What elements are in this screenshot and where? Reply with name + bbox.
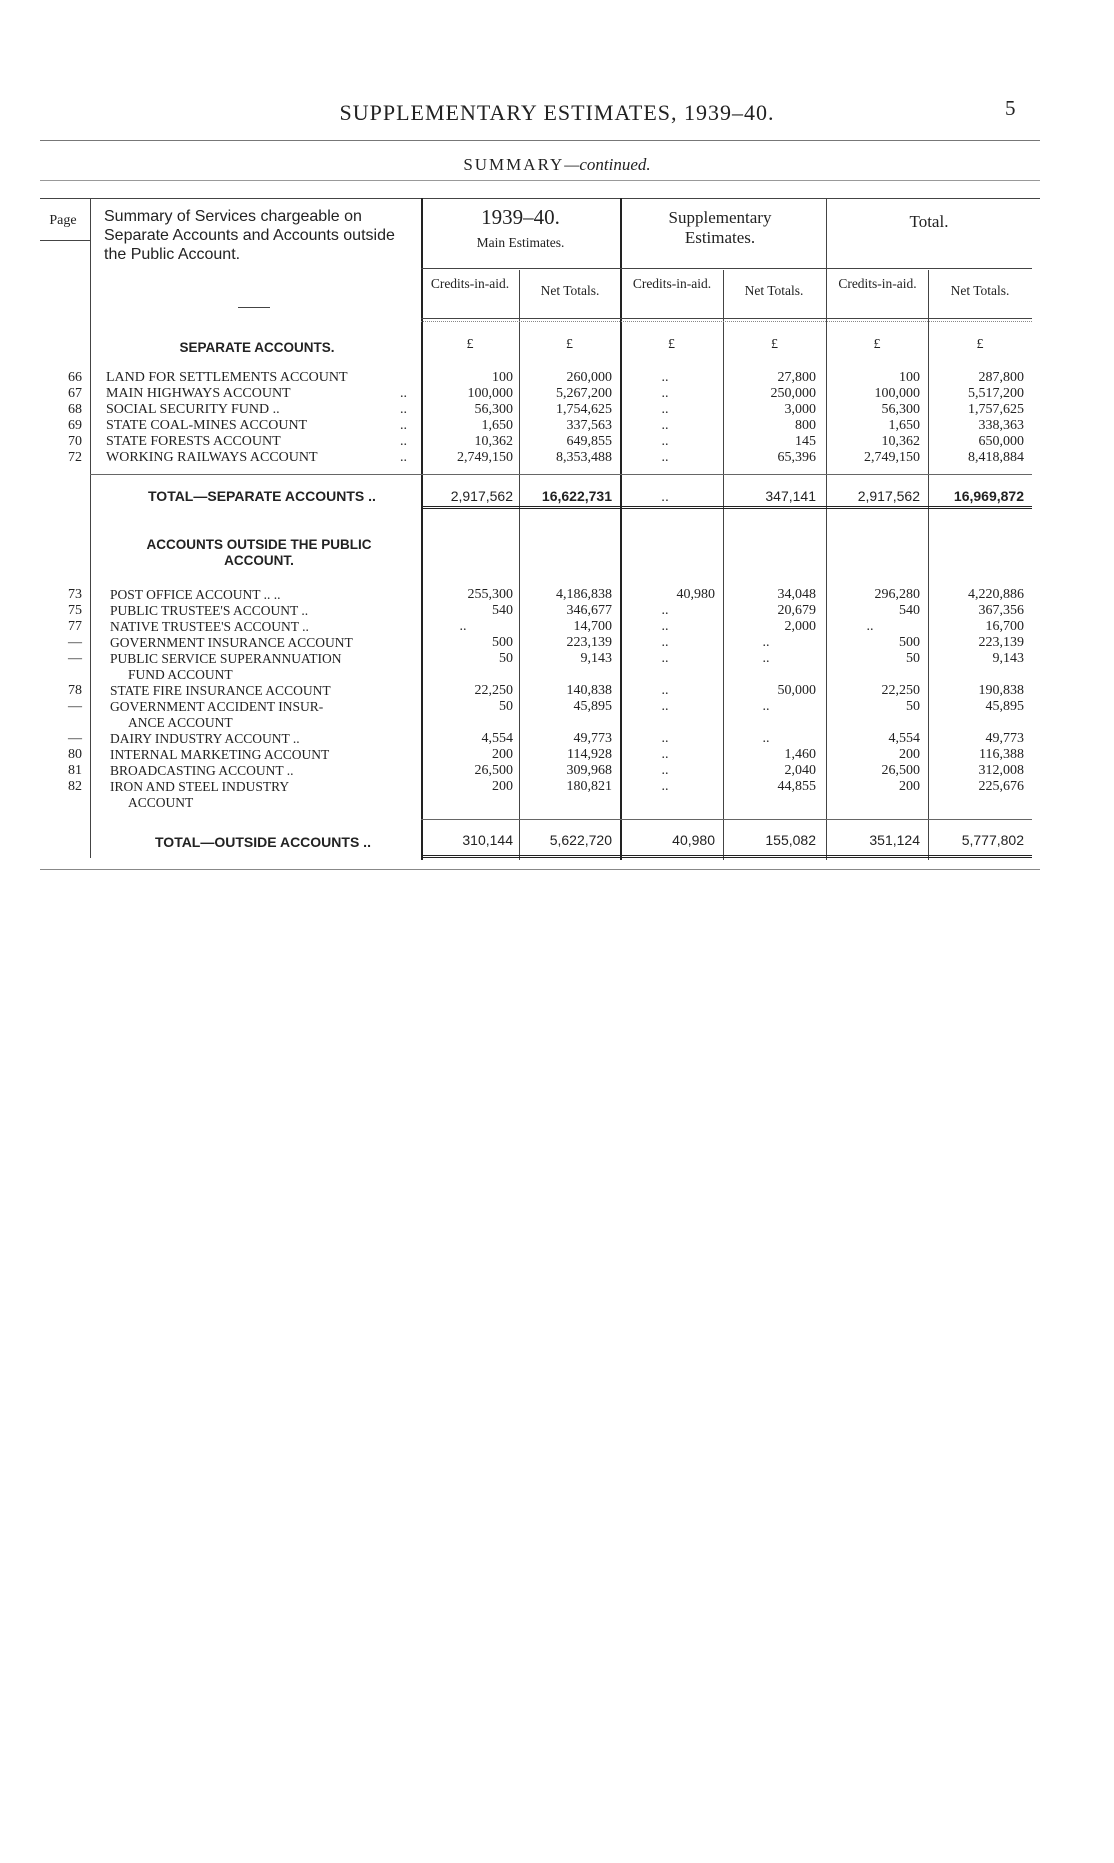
separate-row-total-credits: 1,650 — [888, 418, 920, 433]
outside-row-main-credits: 255,300 — [467, 587, 513, 602]
total-divider — [928, 270, 929, 860]
table-bottom-rule — [40, 869, 1040, 870]
outside-row-label: PUBLIC SERVICE SUPERANNUATION — [110, 651, 342, 666]
outside-row-total-credits: 200 — [899, 779, 920, 794]
running-title: SUPPLEMENTARY ESTIMATES, 1939–40. — [339, 100, 775, 125]
outside-row-supp-net: 34,048 — [777, 587, 816, 602]
outside-row-page: — — [68, 731, 82, 746]
main-est-divider — [519, 270, 520, 860]
outside-row-supp-net: 2,000 — [784, 619, 816, 634]
header-rule — [40, 140, 1040, 141]
separate-row-page: 70 — [68, 434, 82, 449]
outside-row-main-net: 45,895 — [573, 699, 612, 714]
separate-total-total-net: 16,969,872 — [953, 488, 1024, 504]
outside-total-main-credits: 310,144 — [462, 832, 513, 848]
outside-row-page: — — [68, 635, 82, 650]
page-header: Page — [49, 213, 77, 228]
supplementary-estimates-header: Supplementary Estimates. — [668, 208, 772, 247]
separate-row-supp-net: 250,000 — [770, 386, 816, 401]
outside-row-label: FUND ACCOUNT — [128, 667, 233, 682]
separate-row-total-credits: 2,749,150 — [864, 450, 920, 465]
outside-total-supp-net: 155,082 — [765, 832, 816, 848]
supp-total-divider — [826, 198, 827, 860]
outside-row-label: IRON AND STEEL INDUSTRY — [110, 779, 290, 794]
outside-row-total-credits: 26,500 — [881, 763, 920, 778]
separate-row-main-credits: 100 — [492, 370, 513, 385]
outside-total-total-credits: 351,124 — [869, 832, 920, 848]
outside-row-total-net: 223,139 — [978, 635, 1024, 650]
outside-row-label: ANCE ACCOUNT — [128, 715, 233, 730]
outside-total-bottom-rule — [421, 855, 1032, 858]
description-header: Summary of Services chargeable on Separate Accounts and Accounts outside the Public Account. — [104, 208, 395, 263]
outside-row-page: 73 — [68, 587, 82, 602]
outside-row-supp-credits: .. — [661, 683, 669, 698]
separate-row-total-net: 650,000 — [978, 434, 1024, 449]
currency-2: £ — [566, 337, 573, 352]
currency-4: £ — [771, 337, 778, 352]
separate-row-total-credits: 10,362 — [881, 434, 920, 449]
outside-row-total-credits: 50 — [906, 699, 920, 714]
outside-accounts-heading-1: ACCOUNTS OUTSIDE THE PUBLIC — [146, 537, 372, 552]
separate-row-main-credits: 56,300 — [474, 402, 513, 417]
outside-row-total-net: 4,220,886 — [968, 587, 1024, 602]
outside-row-label: GOVERNMENT INSURANCE ACCOUNT — [110, 635, 353, 650]
outside-row-supp-credits: .. — [661, 651, 669, 666]
separate-total-supp-net: 347,141 — [765, 488, 816, 504]
currency-6: £ — [976, 337, 984, 352]
outside-row-total-net: 312,008 — [978, 763, 1024, 778]
separate-row-main-credits: 2,749,150 — [457, 450, 513, 465]
outside-row-total-net: 49,773 — [985, 731, 1024, 746]
outside-row-total-net: 367,356 — [978, 603, 1024, 618]
main-supp-divider — [620, 198, 622, 860]
total-credits-header: Credits-in-aid. — [838, 276, 917, 291]
separate-row-supp-credits: .. — [661, 434, 669, 449]
separate-row-supp-net: 27,800 — [777, 370, 816, 385]
separate-row-leader: .. — [400, 402, 407, 417]
outside-row-label: ACCOUNT — [128, 795, 194, 810]
outside-row-total-net: 190,838 — [978, 683, 1024, 698]
outside-row-main-net: 180,821 — [566, 779, 612, 794]
separate-total-total-credits: 2,917,562 — [857, 488, 920, 504]
outside-row-supp-net: .. — [762, 699, 770, 714]
outside-row-total-net: 9,143 — [992, 651, 1024, 666]
outside-row-total-credits: 200 — [899, 747, 920, 762]
outside-row-label: POST OFFICE ACCOUNT .. .. — [110, 587, 281, 602]
separate-row-label: LAND FOR SETTLEMENTS ACCOUNT — [106, 370, 348, 385]
separate-row-main-net: 1,754,625 — [556, 402, 612, 417]
supp-divider — [723, 270, 724, 860]
main-net-header: Net Totals. — [540, 283, 600, 298]
separate-row-label: MAIN HIGHWAYS ACCOUNT — [106, 386, 291, 401]
separate-row-supp-credits: .. — [661, 418, 669, 433]
outside-row-supp-net: 44,855 — [777, 779, 816, 794]
outside-row-main-credits: 200 — [492, 779, 513, 794]
outside-row-page: 75 — [68, 603, 82, 618]
outside-row-supp-credits: .. — [661, 619, 669, 634]
outside-row-label: DAIRY INDUSTRY ACCOUNT .. — [110, 731, 300, 746]
outside-row-label: NATIVE TRUSTEE'S ACCOUNT .. — [110, 619, 309, 634]
separate-row-supp-net: 3,000 — [784, 402, 816, 417]
separate-row-label: STATE FORESTS ACCOUNT — [106, 434, 281, 449]
summary-rule — [40, 180, 1040, 181]
outside-row-label: GOVERNMENT ACCIDENT INSUR- — [110, 699, 324, 714]
outside-row-page: 78 — [68, 683, 82, 698]
separate-total-main-credits: 2,917,562 — [450, 488, 513, 504]
outside-row-total-credits: 500 — [899, 635, 920, 650]
outside-row-total-credits: 540 — [899, 603, 920, 618]
page-number: 5 — [1005, 96, 1016, 120]
separate-row-main-net: 5,267,200 — [556, 386, 612, 401]
currency-1: £ — [466, 337, 474, 352]
outside-row-supp-credits: .. — [661, 747, 669, 762]
outside-row-label: BROADCASTING ACCOUNT .. — [110, 763, 294, 778]
outside-row-supp-credits: .. — [661, 779, 669, 794]
supp-net-header: Net Totals. — [744, 283, 804, 298]
outside-row-total-credits: .. — [866, 619, 874, 634]
outside-row-page: 77 — [68, 619, 82, 634]
outside-row-total-net: 45,895 — [985, 699, 1024, 714]
total-net-header: Net Totals. — [950, 283, 1010, 298]
separate-row-leader: .. — [400, 434, 407, 449]
subheader-rule — [421, 318, 1032, 319]
separate-row-leader: .. — [400, 386, 407, 401]
separate-row-label: WORKING RAILWAYS ACCOUNT — [106, 450, 318, 465]
outside-row-supp-credits: 40,980 — [676, 587, 715, 602]
currency-rule — [421, 321, 1032, 322]
separate-row-total-net: 338,363 — [978, 418, 1024, 433]
outside-row-label: PUBLIC TRUSTEE'S ACCOUNT .. — [110, 603, 309, 618]
outside-row-main-net: 114,928 — [567, 747, 612, 762]
outside-row-supp-net: .. — [762, 651, 770, 666]
main-estimates-year: 1939–40. — [481, 205, 560, 229]
currency-5: £ — [873, 337, 881, 352]
outside-row-main-credits: 200 — [492, 747, 513, 762]
supp-credits-header: Credits-in-aid. — [632, 276, 712, 291]
description-dash — [238, 307, 270, 308]
outside-row-supp-net: .. — [762, 635, 770, 650]
separate-row-total-net: 287,800 — [978, 370, 1024, 385]
outside-row-main-net: 309,968 — [566, 763, 612, 778]
table-top-rule — [40, 198, 1040, 199]
separate-row-total-credits: 100,000 — [874, 386, 920, 401]
outside-row-total-credits: 296,280 — [874, 587, 920, 602]
separate-row-main-net: 260,000 — [566, 370, 612, 385]
outside-row-main-credits: .. — [459, 619, 467, 634]
separate-row-total-net: 5,517,200 — [968, 386, 1024, 401]
outside-total-label: TOTAL—OUTSIDE ACCOUNTS .. — [155, 834, 371, 850]
separate-total-main-net: 16,622,731 — [541, 488, 612, 504]
separate-row-main-net: 8,353,488 — [556, 450, 612, 465]
outside-row-total-credits: 50 — [906, 651, 920, 666]
main-credits-header: Credits-in-aid. — [430, 276, 510, 291]
separate-row-main-net: 649,855 — [566, 434, 612, 449]
outside-row-total-net: 116,388 — [979, 747, 1024, 762]
outside-row-main-net: 49,773 — [573, 731, 612, 746]
summary-title-text: SUMMARY — [463, 155, 565, 174]
outside-row-main-credits: 500 — [492, 635, 513, 650]
outside-row-page: 81 — [68, 763, 82, 778]
outside-total-total-net: 5,777,802 — [961, 832, 1024, 848]
outside-row-supp-credits: .. — [661, 699, 669, 714]
separate-row-main-credits: 100,000 — [467, 386, 513, 401]
separate-total-supp-credits: .. — [661, 488, 669, 504]
outside-row-total-credits: 22,250 — [881, 683, 920, 698]
separate-row-supp-credits: .. — [661, 386, 669, 401]
page-header-rule — [40, 240, 90, 241]
outside-row-main-net: 223,139 — [566, 635, 612, 650]
separate-row-main-credits: 1,650 — [481, 418, 513, 433]
separate-row-supp-net: 145 — [795, 434, 816, 449]
page-column-divider — [90, 198, 91, 858]
outside-row-label: STATE FIRE INSURANCE ACCOUNT — [110, 683, 331, 698]
separate-row-main-credits: 10,362 — [474, 434, 513, 449]
outside-row-main-net: 9,143 — [580, 651, 612, 666]
outside-row-main-credits: 22,250 — [474, 683, 513, 698]
separate-row-main-net: 337,563 — [566, 418, 612, 433]
outside-row-main-credits: 50 — [499, 651, 513, 666]
separate-total-label: TOTAL—SEPARATE ACCOUNTS .. — [148, 488, 376, 504]
separate-row-total-net: 8,418,884 — [968, 450, 1024, 465]
separate-row-leader: .. — [400, 418, 407, 433]
outside-row-supp-net: .. — [762, 731, 770, 746]
separate-row-leader: .. — [400, 450, 407, 465]
separate-row-page: 72 — [68, 450, 82, 465]
separate-row-page: 69 — [68, 418, 82, 433]
outside-row-main-net: 140,838 — [566, 683, 612, 698]
outside-row-page: — — [68, 651, 82, 666]
total-header: Total. — [909, 212, 949, 231]
separate-row-total-credits: 100 — [899, 370, 920, 385]
main-estimates-label: Main Estimates. — [476, 235, 565, 250]
outside-row-supp-credits: .. — [661, 603, 669, 618]
outside-total-main-net: 5,622,720 — [549, 832, 612, 848]
outside-row-page: 82 — [68, 779, 82, 794]
outside-row-supp-net: 50,000 — [777, 683, 816, 698]
outside-row-main-net: 14,700 — [573, 619, 612, 634]
separate-row-supp-credits: .. — [661, 402, 669, 417]
separate-row-label: STATE COAL-MINES ACCOUNT — [106, 418, 308, 433]
outside-row-total-net: 225,676 — [978, 779, 1024, 794]
outside-row-total-credits: 4,554 — [888, 731, 920, 746]
outside-row-main-net: 4,186,838 — [556, 587, 612, 602]
outside-row-supp-net: 2,040 — [784, 763, 816, 778]
separate-total-top-rule — [90, 474, 1032, 475]
outside-row-supp-net: 1,460 — [784, 747, 816, 762]
summary-title — [0, 155, 1114, 175]
outside-row-page: 80 — [68, 747, 82, 762]
outside-row-main-credits: 26,500 — [474, 763, 513, 778]
separate-total-bottom-rule — [421, 506, 1032, 509]
outside-total-supp-credits: 40,980 — [672, 832, 715, 848]
separate-row-supp-net: 65,396 — [777, 450, 816, 465]
separate-row-page: 68 — [68, 402, 82, 417]
separate-row-total-credits: 56,300 — [881, 402, 920, 417]
separate-row-supp-net: 800 — [795, 418, 816, 433]
outside-row-supp-credits: .. — [661, 763, 669, 778]
separate-row-label: SOCIAL SECURITY FUND .. — [106, 402, 280, 417]
summary-continued: —continued. — [564, 155, 651, 174]
outside-row-main-credits: 50 — [499, 699, 513, 714]
separate-row-supp-credits: .. — [661, 450, 669, 465]
outside-row-supp-net: 20,679 — [777, 603, 816, 618]
outside-row-page: — — [68, 699, 82, 714]
separate-row-total-net: 1,757,625 — [968, 402, 1024, 417]
separate-row-supp-credits: .. — [661, 370, 669, 385]
outside-total-top-rule — [421, 819, 1032, 820]
separate-row-page: 67 — [68, 386, 82, 401]
currency-3: £ — [668, 337, 675, 352]
separate-accounts-heading: SEPARATE ACCOUNTS. — [179, 340, 335, 355]
outside-row-main-net: 346,677 — [566, 603, 612, 618]
outside-row-supp-credits: .. — [661, 731, 669, 746]
outside-row-label: INTERNAL MARKETING ACCOUNT — [110, 747, 330, 762]
outside-accounts-heading-2: ACCOUNT. — [224, 553, 294, 568]
separate-row-page: 66 — [68, 370, 82, 385]
outside-row-supp-credits: .. — [661, 635, 669, 650]
outside-row-main-credits: 4,554 — [481, 731, 513, 746]
group-header-rule — [421, 268, 1032, 269]
outside-row-main-credits: 540 — [492, 603, 513, 618]
outside-row-total-net: 16,700 — [985, 619, 1024, 634]
